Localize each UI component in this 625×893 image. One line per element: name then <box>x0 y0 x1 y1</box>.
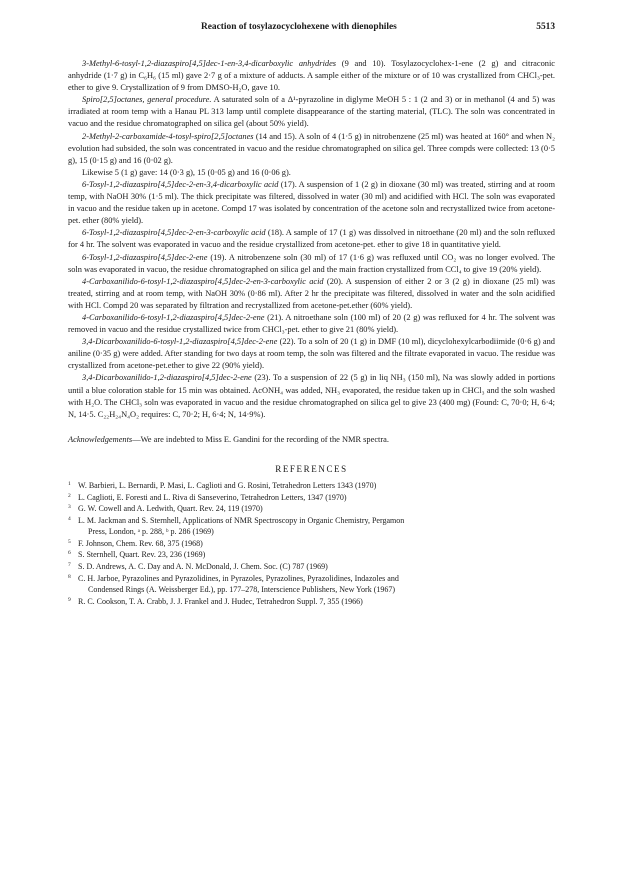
experimental-section <box>68 58 555 446</box>
paragraph <box>68 312 555 336</box>
reference-item <box>68 549 555 561</box>
compound-title: 4-Carboxanilido-6-tosyl-1,2-diazaspiro[4,5]dec-2-en-3-carboxylic acid <box>82 276 324 286</box>
reference-text: F. Johnson, Chem. Rev. 68, 375 (1968) <box>78 538 203 548</box>
paragraph-text: (9 and 10). Tosylazocyclohex-1-ene (2 g) and citraconic anhydride (1·7 g) in C₆H₆ (15 ml) gave 2·7 g of a mixture of adducts. A sample either of the mixture or of 10 was crystallized from CHCl₃-pet. ether to give 9. Crystallization of 9 from DMSO-H₂O, gave 10. <box>68 59 555 93</box>
running-head <box>68 22 555 36</box>
reference-number: 8 <box>68 573 71 580</box>
references-list <box>68 480 555 608</box>
paragraph-text: (14 and 15). A soln of 4 (1·5 g) in nitrobenzene (25 ml) was heated at 160° and when N₂ evolution had subsided, the soln was concentrated in vacuo and the residue chromatographed on silica gel. Three compds were collected: 13 (0·5 g), 15 (0·15 g) and 16 (0·02 g). <box>68 131 555 165</box>
reference-number: 4 <box>68 515 71 522</box>
reference-item <box>68 492 555 504</box>
compound-title: 6-Tosyl-1,2-diazaspiro[4,5]dec-2-ene <box>82 252 208 262</box>
acknowledgements-label: Acknowledgements <box>68 434 133 444</box>
journal-page <box>68 22 555 607</box>
paragraph-text: (20). A suspension of either 2 or 3 (2 g) in dioxane (25 ml) was treated, stirring and at room temp, with NaOH 30% (0·86 ml). After 2 hr the precipitate was filtered, dissolved in water and the soln acidified with HCl. Compd 20 was separated by filtration and recrystallized from acetone-pet.ether (60% yield). <box>68 276 556 310</box>
reference-text: R. C. Cookson, T. A. Crabb, J. J. Frankel and J. Hudec, Tetrahedron Suppl. 7, 355 (1966) <box>78 596 363 606</box>
reference-number: 1 <box>68 480 71 487</box>
compound-title: 3,4-Dicarboxanilido-6-tosyl-1,2-diazaspiro[4,5]dec-2-ene <box>82 337 278 347</box>
paragraph <box>68 227 555 251</box>
paragraph-text: A saturated soln of a Δ¹-pyrazoline in diglyme MeOH 5 : 1 (2 and 3) or in methanol (4 and 5) was irradiated at room temp with a Hanau PL 313 lamp until complete disappearance of the starting material, (TLC). The soln was concentrated in vacuo and the residue chromatographed on silica gel (about 50% yield). <box>68 95 555 129</box>
reference-number: 9 <box>68 596 71 603</box>
references-heading: REFERENCES <box>275 463 348 474</box>
paragraph <box>68 179 555 227</box>
paragraph <box>68 276 555 312</box>
reference-text: L. M. Jackman and S. Sternhell, Applications of NMR Spectroscopy in Organic Chemistry, Pergamon <box>78 515 405 525</box>
paragraph-text: (22). To a soln of 20 (1 g) in DMF (10 ml), dicyclohexylcarbodiimide (0·6 g) and aniline (0·35 g) were added. After standing for two days at room temp, the soln was filtered and the filtrate evaporated in vacuo. The residue was crystallized from acetone-pet.ether to give 22 (90% yield). <box>68 337 555 371</box>
paragraph <box>68 336 555 372</box>
paragraph <box>68 58 555 94</box>
paragraph <box>68 167 555 179</box>
paragraph <box>68 131 555 167</box>
reference-item <box>68 596 555 608</box>
reference-text: S. Sternhell, Quart. Rev. 23, 236 (1969) <box>78 550 206 560</box>
compound-title: 4-Carboxanilido-6-tosyl-1,2-diazaspiro[4,5]dec-2-ene <box>82 312 265 322</box>
compound-title: Spiro[2,5]octanes, general procedure. <box>82 95 212 105</box>
paragraph <box>68 252 555 276</box>
reference-number: 5 <box>68 538 71 545</box>
reference-item <box>68 561 555 573</box>
acknowledgements-text: —We are indebted to Miss E. Gandini for the recording of the NMR spectra. <box>132 434 389 444</box>
page-number: 5513 <box>536 22 555 32</box>
paragraph-text: (23). To a suspension of 22 (5 g) in liq NH₃ (150 ml), Na was slowly added in portions until a blue coloration stable for 15 min was obtained. AcONH₄ was added, NH₃ evaporated, the residue taken up in CHCl₃ and the soln washed with H₂O. The CHCl₃ soln was evaporated in vacuo and the residue chromatographed on silica gel to give 23 (400 mg) (Found: C, 70·0; H, 6·4; N, 14·5. C₂₂H₂₄N₄O₂ requires: C, 70·2; H, 6·4; N, 14·9%). <box>68 373 555 419</box>
reference-item <box>68 503 555 515</box>
compound-title: 3,4-Dicarboxanilido-1,2-diazaspiro[4,5]dec-2-ene <box>82 373 252 383</box>
reference-number: 3 <box>68 504 71 511</box>
reference-text-continuation: Condensed Rings (A. Weissberger Ed.), pp. 177–278, Interscience Publishers, New York (1967) <box>88 585 396 595</box>
paragraph-text: Likewise 5 (1 g) gave: 14 (0·3 g), 15 (0·05 g) and 16 (0·06 g). <box>82 167 291 177</box>
reference-item <box>68 480 555 492</box>
reference-number: 2 <box>68 492 71 499</box>
paragraph <box>68 372 555 420</box>
compound-title: 6-Tosyl-1,2-diazaspiro[4,5]dec-2-en-3-carboxylic acid <box>82 228 266 238</box>
paragraph <box>68 94 555 130</box>
running-head-title: Reaction of tosylazocyclohexene with dienophiles <box>201 22 397 32</box>
paragraph-text: (21). A nitroethane soln (100 ml) of 20 (2 g) was refluxed for 4 hr. The solvent was removed in vacuo and the residue crystallized twice from CHCl₃-pet. ether to give 21 (80% yield). <box>68 312 555 335</box>
acknowledgements <box>68 434 555 446</box>
paragraph-text: (18). A sample of 17 (1 g) was dissolved in nitroethane (20 ml) and the soln refluxed for 4 hr. The solvent was evaporated in vacuo and the residue crystallized from acetone-pet. ether to give 18 in quantitative yield. <box>68 228 555 250</box>
reference-text: W. Barbieri, L. Bernardi, P. Masi, L. Caglioti and G. Rosini, Tetrahedron Letters 1343 (1970) <box>78 480 377 490</box>
reference-item <box>68 573 555 596</box>
reference-number: 6 <box>68 550 71 557</box>
compound-title: 3-Methyl-6-tosyl-1,2-diazaspiro[4,5]dec-1-en-3,4-dicarboxylic anhydrides <box>82 59 337 68</box>
reference-text: L. Caglioti, E. Foresti and L. Riva di Sanseverino, Tetrahedron Letters, 1347 (1970) <box>78 492 347 502</box>
reference-item <box>68 515 555 538</box>
reference-text: S. D. Andrews, A. C. Day and A. N. McDonald, J. Chem. Soc. (C) 787 (1969) <box>78 562 328 572</box>
reference-item <box>68 538 555 550</box>
compound-title: 2-Methyl-2-carboxamide-4-tosyl-spiro[2,5]octanes <box>82 131 254 141</box>
reference-text: G. W. Cowell and A. Ledwith, Quart. Rev. 24, 119 (1970) <box>78 504 263 514</box>
reference-text-continuation: Press, London, ᵃ p. 288, ᵇ p. 286 (1969) <box>88 527 214 537</box>
reference-number: 7 <box>68 562 71 569</box>
compound-title: 6-Tosyl-1,2-diazaspiro[4,5]dec-2-en-3,4-dicarboxylic acid <box>82 179 279 189</box>
paragraph-text: (17). A suspension of 1 (2 g) in dioxane (30 ml) was treated, stirring and at room temp, with NaOH 30% (1·5 ml). The thick precipitate was filtered, dissolved in water (30 ml) and acidified with HCl. The soln was evaporated in vacuo and the residue taken up in acetone. Compd 17 was isolated by concentration of the acetone soln and recrystallized twice from acetone-pet. ether (80% yield). <box>68 179 555 226</box>
paragraph-text: (19). A nitrobenzene soln (30 ml) of 17 (1·6 g) was refluxed until CO₂ was no longer evolved. The soln was evaporated in vacuo, the residue chromatographed on silica gel and the main fraction crystallized from CCl₄ to give 19 (20% yield). <box>68 252 555 274</box>
reference-text: C. H. Jarboe, Pyrazolines and Pyrazolidines, in Pyrazoles, Pyrazolines, Pyrazolidines, Indazoles and <box>78 573 399 583</box>
